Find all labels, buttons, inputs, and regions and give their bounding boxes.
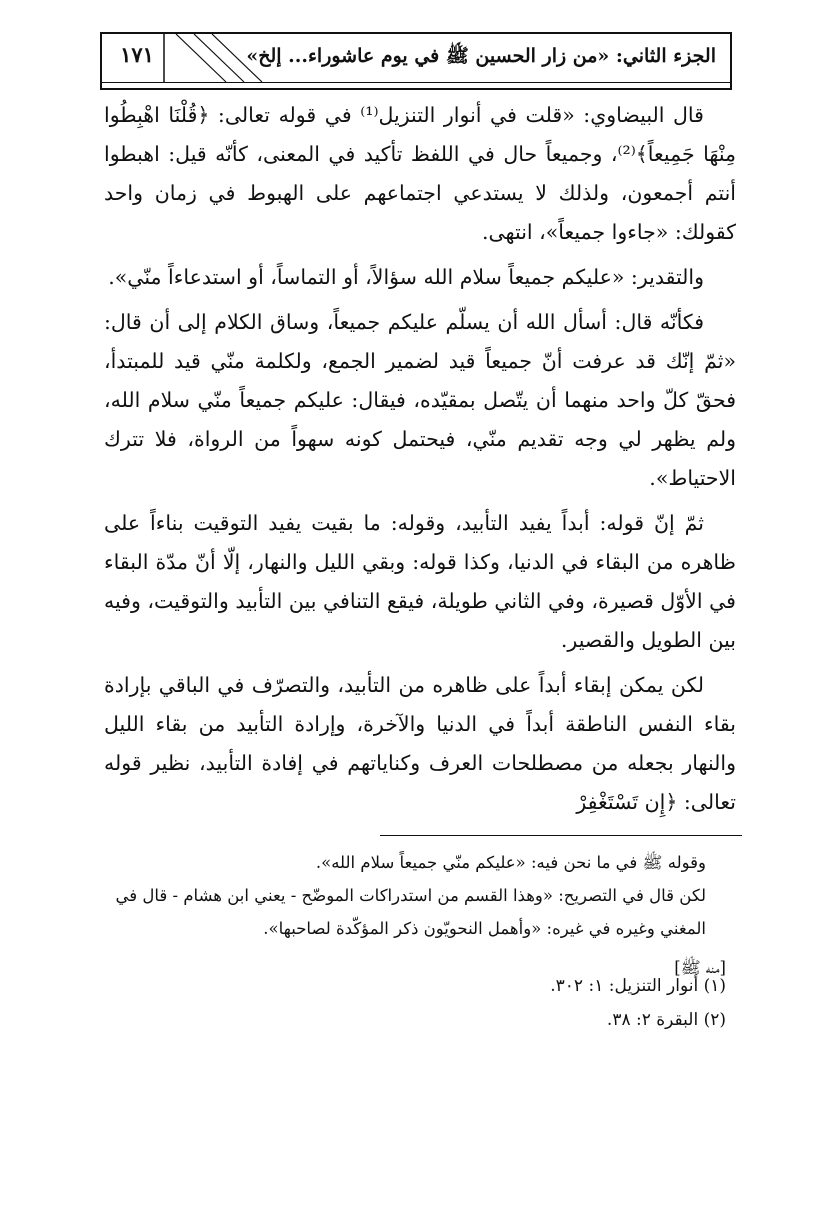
header-title: الجزء الثاني: «من زار الحسين ﷺ في يوم عاشوراء... إلخ» — [246, 45, 716, 67]
page-number: ١٧١ — [120, 42, 154, 67]
paragraph: فكأنّه قال: أسأل الله أن يسلّم عليكم جميعاً، وساق الكلام إلى أن قال: «ثمّ إنّك قد عرفت أنّ جميعاً قيد لضمير الجمع، ولكلمة منّي قيد للمبتدأ، فحقّ كلّ واحد منهما أن يتّصل بمقيّده، فيقال: عليكم جميعاً منّي سلام الله، ولم يظهر لي وجه تقديم منّي، فيحتمل كونه سهواً من الرواة، فلا تترك الاحتياط». — [104, 310, 736, 490]
notes-separator — [380, 835, 742, 836]
author-notes — [100, 846, 736, 984]
header-rule — [102, 82, 730, 83]
main-text — [104, 96, 736, 828]
note-line: وقوله ﷺ في ما نحن فيه: «عليكم منّي جميعاً سلام الله». — [315, 853, 706, 872]
footnote-item: (٢) البقرة ٢: ٣٨. — [606, 1010, 726, 1030]
paragraph: والتقدير: «عليكم جميعاً سلام الله سؤالاً، أو التماساً، أو استدعاءاً منّي». — [108, 265, 704, 289]
paragraph: ثمّ إنّ قوله: أبداً يفيد التأبيد، وقوله: ما بقيت يفيد التوقيت بناءاً على ظاهره من البقاء في الدنيا، وكذا قوله: وبقي الليل والنهار، إلّا أنّ مدّة البقاء في الأوّل قصيرة، وفي الثاني طويلة، فيقع التنافي بين التأبيد والتوقيت، وفيه بين الطويل والقصير. — [104, 511, 736, 652]
note-signature: [منه ﷺ] — [674, 958, 726, 977]
paragraph: قال البيضاوي: «قلت في أنوار التنزيل⁽¹⁾ في قوله تعالى: ﴿قُلْنَا اهْبِطُوا مِنْهَا جَمِيعاً﴾⁽²⁾، وجميعاً حال في اللفظ تأكيد في المعنى، كأنّه قيل: اهبطوا أنتم أجمعون، ولذلك لا يستدعي اجتماعهم على الهبوط في زمان واحد كقولك: «جاءوا جميعاً»، انتهى. — [104, 103, 736, 244]
note-line: لكن قال في التصريح: «وهذا القسم من استدراكات الموضّح - يعني ابن هشام - قال في المغني وغيره في غيره: «وأهمل النحويّون ذكر المؤكّدة لصاحبها». — [115, 886, 706, 938]
footnotes — [100, 969, 736, 1037]
footnote-item: (١) أنوار التنزيل: ١: ٣٠٢. — [550, 976, 726, 996]
running-header — [100, 32, 732, 90]
paragraph: لكن يمكن إبقاء أبداً على ظاهره من التأبيد، والتصرّف في الباقي بإرادة بقاء النفس الناطقة أبداً في الدنيا والآخرة، وإرادة التأبيد من بقاء الليل والنهار بجعله من مصطلحات العرف وكناياتهم في إفادة التأبيد، نظير قوله تعالى: ﴿إِن تَسْتَغْفِرْ — [104, 673, 736, 814]
